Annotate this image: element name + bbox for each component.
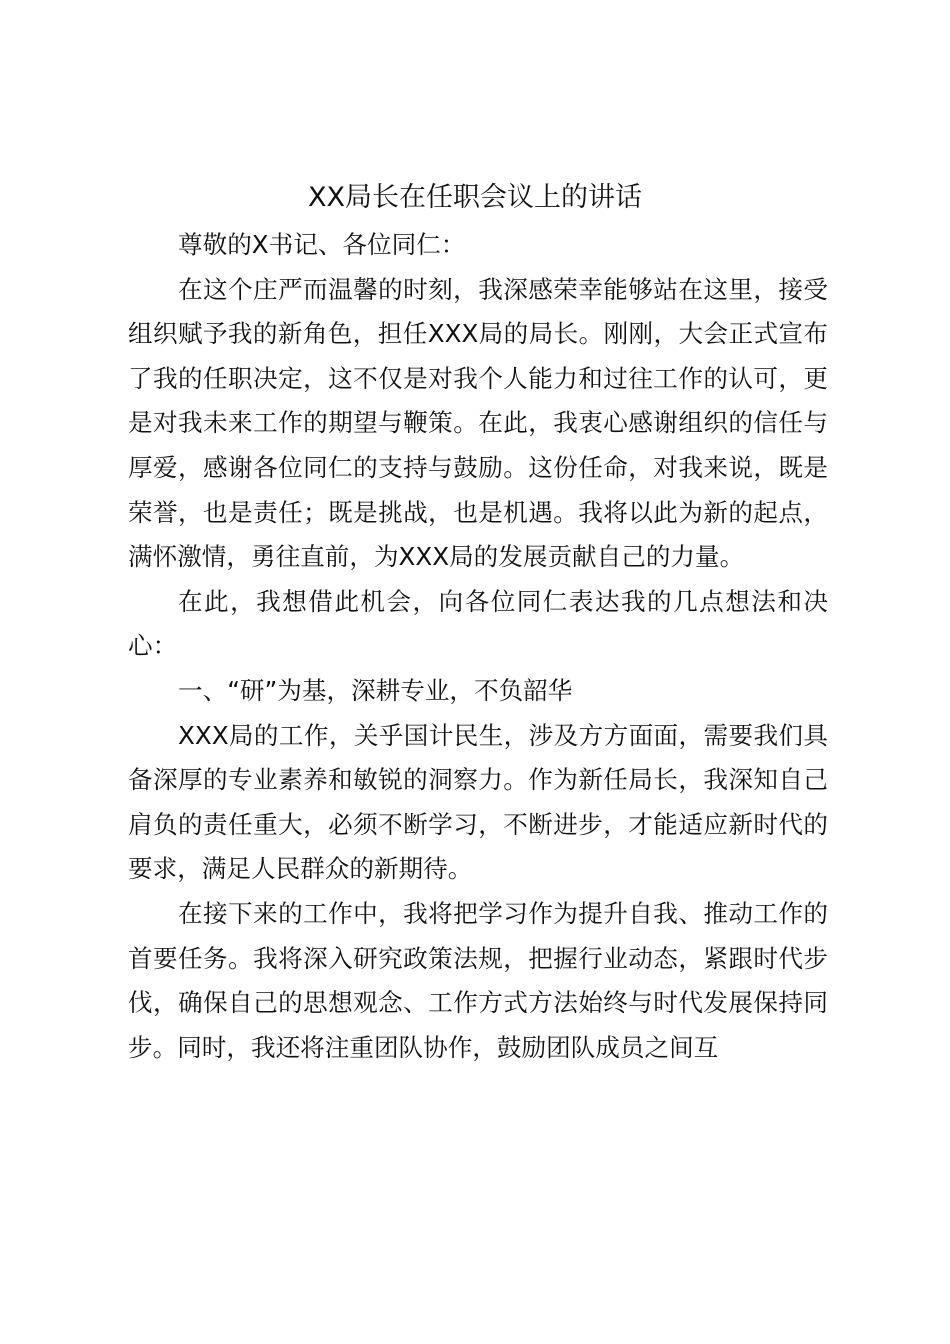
- paragraph-section1-b: 在接下来的工作中，我将把学习作为提升自我、推动工作的首要任务。我将深入研究政策法规，把握行业动态，紧跟时代步伐，确保自己的思想观念、工作方式方法始终与时代发展保持同步。同时，我还将注重团队协作，鼓励团队成员之间互: [128, 898, 828, 1062]
- salutation: 尊敬的X书记、各位同仁：: [178, 230, 466, 259]
- paragraph-section1-a: XXX局的工作，关乎国计民生，涉及方方面面，需要我们具备深厚的专业素养和敏锐的洞察力。作为新任局长，我深知自己肩负的责任重大，必须不断学习，不断进步，才能适应新时代的要求，满足人民群众的新期待。: [128, 720, 828, 884]
- paragraph-intro: 在这个庄严而温馨的时刻，我深感荣幸能够站在这里，接受组织赋予我的新角色，担任XXX局的局长。刚刚，大会正式宣布了我的任职决定，这不仅是对我个人能力和过往工作的认可，更是对我未来工作的期望与鞭策。在此，我衷心感谢组织的信任与厚爱，感谢各位同仁的支持与鼓励。这份任命，对我来说，既是荣誉，也是责任；既是挑战，也是机遇。我将以此为新的起点，满怀激情，勇往直前，为XXX局的发展贡献自己的力量。: [128, 274, 828, 572]
- document-title: XX局长在任职会议上的讲话: [308, 182, 642, 213]
- section-heading-1: 一、“研”为基，深耕专业，不负韶华: [178, 675, 573, 705]
- document-body: [128, 223, 828, 1070]
- paragraph-thoughts: 在此，我想借此机会，向各位同仁表达我的几点想法和决心：: [128, 586, 828, 661]
